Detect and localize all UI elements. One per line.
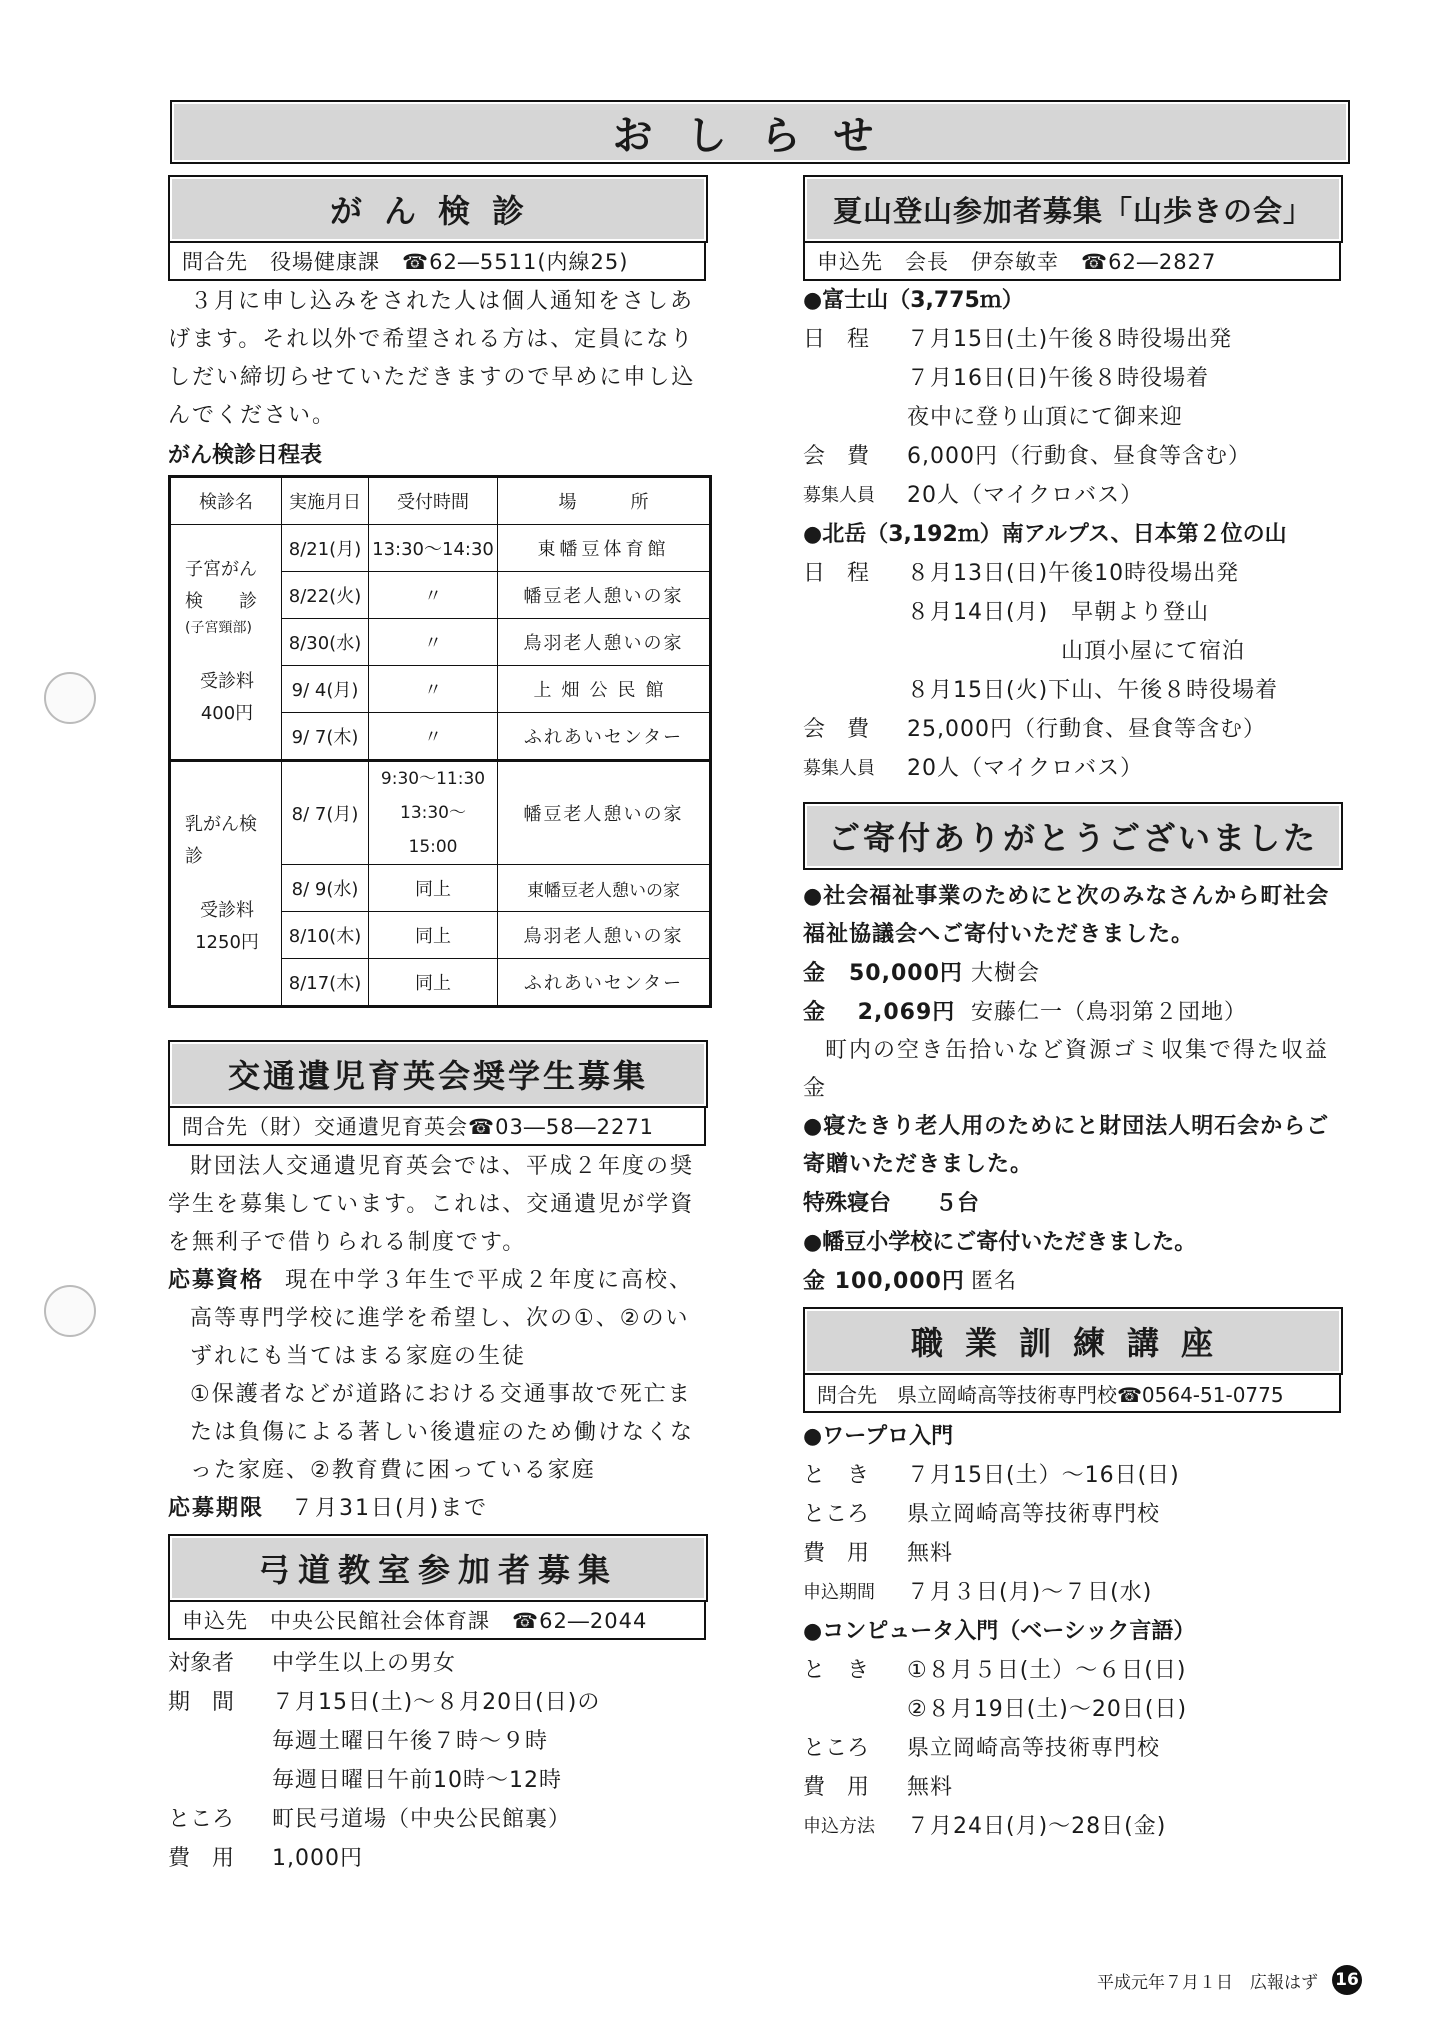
place-cell: ふれあいセンター <box>498 713 711 761</box>
row-value: 県立岡崎高等技術専門校 <box>907 1736 1161 1761</box>
table-row <box>170 761 711 865</box>
schedule-row <box>803 398 1343 437</box>
time-cell: 13:30～14:30 <box>369 525 498 572</box>
section-title: がん検診 <box>168 175 708 243</box>
row-label: 期 間 <box>168 1690 235 1715</box>
section-body: 財団法人交通遺児育英会では、平成２年度の奨学生を募集しています。これは、交通遺児が学資を無利子で借りられる制度です。 <box>168 1154 695 1255</box>
when-row <box>803 1456 1343 1495</box>
section-title: 職業訓練講座 <box>803 1307 1343 1375</box>
row-label: ところ <box>168 1807 235 1832</box>
date-cell: 8/ 7(月) <box>282 761 369 865</box>
cancer-screening-section <box>168 175 708 1008</box>
place-cell: 東幡豆体育館 <box>498 525 711 572</box>
time-cell: 同上 <box>369 912 498 959</box>
header-cell: 検診名 <box>170 477 282 525</box>
date-cell: 8/ 9(水) <box>282 865 369 912</box>
row-value: 県立岡崎高等技術専門校 <box>907 1502 1161 1527</box>
hiking-section <box>803 175 1343 788</box>
schedule-row <box>803 359 1343 398</box>
qualification-label: 応募資格 <box>168 1268 265 1293</box>
place-cell: ふれあいセンター <box>498 959 711 1007</box>
section-title: 交通遺児育英会奨学生募集 <box>168 1040 708 1108</box>
section-title: ご寄付ありがとうございました <box>803 802 1343 870</box>
page-number: 16 <box>1332 1965 1362 1995</box>
donation-amount: 金 100,000円 <box>803 1269 965 1294</box>
row-value: ７月15日(土）～16日(日) <box>907 1463 1180 1488</box>
row-value: 毎週土曜日午後７時～９時 <box>272 1729 549 1754</box>
time-cell: 〃 <box>369 713 498 761</box>
header-cell: 実施月日 <box>282 477 369 525</box>
people-row <box>803 749 1343 788</box>
place-cell: 鳥羽老人憩いの家 <box>498 619 711 666</box>
computer-heading: ●コンピュータ入門（ベーシック言語） <box>803 1619 1196 1644</box>
fee-row <box>803 710 1343 749</box>
donor-name: 匿名 <box>971 1269 1018 1294</box>
screening-schedule-table <box>168 475 712 1008</box>
period-row <box>168 1683 708 1722</box>
donor-name: 安藤仁一（鳥羽第２団地） <box>971 1000 1248 1025</box>
time-cell: 〃 <box>369 572 498 619</box>
time-cell: 〃 <box>369 666 498 713</box>
apply-row <box>803 1573 1343 1612</box>
row-label: 会 費 <box>803 444 870 469</box>
page-footer <box>1097 1965 1362 1995</box>
row-label: 申込期間 <box>803 1582 875 1603</box>
row-value: 20人（マイクロバス） <box>907 756 1144 781</box>
row-label: ところ <box>803 1502 870 1527</box>
row-value: ７月15日(土)～８月20日(日)の <box>272 1690 601 1715</box>
row-label: 募集人員 <box>803 758 875 779</box>
qualification-detail: ①保護者などが道路における交通事故で死亡または負傷による著しい後遺症のため働けなくなった家庭、②教育費に困っている家庭 <box>190 1382 695 1483</box>
wordpro-heading: ●ワープロ入門 <box>803 1424 954 1449</box>
binder-hole-bottom <box>44 1285 96 1337</box>
donation-note: 町内の空き缶拾いなど資源ゴミ収集で得た収益金 <box>803 1038 1330 1101</box>
table-row <box>170 525 711 572</box>
date-cell: 9/ 4(月) <box>282 666 369 713</box>
when-row <box>803 1690 1343 1729</box>
row-label: ところ <box>803 1736 870 1761</box>
donation-row <box>803 954 1343 993</box>
deadline-label: 応募期限 <box>168 1496 265 1521</box>
row-value: 6,000円（行動食、昼食等含む） <box>907 444 1251 469</box>
row-value: 町民弓道場（中央公民館裏） <box>272 1807 572 1832</box>
target-row <box>168 1644 708 1683</box>
row-value: 無料 <box>907 1541 954 1566</box>
row-value: ８月13日(日)午後10時役場出発 <box>907 561 1240 586</box>
contact-line: 問合先（財）交通遺児育英会☎03―58―2271 <box>168 1108 706 1146</box>
table-caption: がん検診日程表 <box>168 443 323 468</box>
fee-row <box>803 437 1343 476</box>
donation-item: ●寝たきり老人用のためにと財団法人明石会からご寄贈いただきました。 <box>803 1114 1330 1177</box>
row-value: 夜中に登り山頂にて御来迎 <box>907 405 1184 430</box>
left-column <box>168 175 708 1878</box>
footer-date: 平成元年７月１日 広報はず <box>1097 1972 1318 1993</box>
row-value: ７月３日(月)～７日(水) <box>907 1580 1153 1605</box>
vocational-training-section <box>803 1307 1343 1846</box>
schedule-row <box>803 632 1343 671</box>
date-cell: 8/30(水) <box>282 619 369 666</box>
when-row <box>803 1651 1343 1690</box>
schedule-row <box>803 554 1343 593</box>
row-value: 毎週日曜日午前10時～12時 <box>272 1768 562 1793</box>
fee-row <box>803 1534 1343 1573</box>
donation-section <box>803 802 1343 1301</box>
time-cell: 〃 <box>369 619 498 666</box>
time-cell: 9:30～11:30 13:30～15:00 <box>369 761 498 865</box>
row-value: 無料 <box>907 1775 954 1800</box>
donation-item: ●社会福祉事業のためにと次のみなさんから町社会福祉協議会へご寄付いただきました。 <box>803 884 1330 947</box>
row-value: 1,000円 <box>272 1846 363 1871</box>
row-label: 費 用 <box>803 1775 870 1800</box>
exam-name: 子宮がん検 診 <box>185 559 257 612</box>
row-value: 25,000円（行動食、昼食等含む） <box>907 717 1266 742</box>
donation-amount: 金 2,069円 <box>803 1000 956 1025</box>
fee-row <box>803 1768 1343 1807</box>
place-row <box>168 1800 708 1839</box>
donation-row <box>803 993 1343 1032</box>
row-label: と き <box>803 1658 870 1683</box>
row-value: ７月15日(土)午後８時役場出発 <box>907 327 1233 352</box>
deadline-text: ７月31日(月)まで <box>291 1496 489 1521</box>
fee-row <box>168 1839 708 1878</box>
row-value: ７月24日(月)～28日(金) <box>907 1814 1167 1839</box>
table-header-row <box>170 477 711 525</box>
row-label: 募集人員 <box>803 485 875 506</box>
row-label: 日 程 <box>803 327 870 352</box>
header-cell: 受付時間 <box>369 477 498 525</box>
row-label: 費 用 <box>168 1846 235 1871</box>
time-cell: 同上 <box>369 865 498 912</box>
row-value: ８月15日(火)下山、午後８時役場着 <box>907 678 1279 703</box>
date-cell: 8/17(木) <box>282 959 369 1007</box>
period-row <box>168 1761 708 1800</box>
row-label: 対象者 <box>168 1651 235 1676</box>
row-value: 中学生以上の男女 <box>272 1651 457 1676</box>
place-cell: 東幡豆老人憩いの家 <box>498 865 711 912</box>
place-cell: 幡豆老人憩いの家 <box>498 572 711 619</box>
place-cell: 幡豆老人憩いの家 <box>498 761 711 865</box>
row-value: ８月14日(月) 早朝より登山 <box>907 600 1210 625</box>
schedule-row <box>803 671 1343 710</box>
row-label: 費 用 <box>803 1541 870 1566</box>
row-value: ①８月５日(土）～６日(日) <box>907 1658 1187 1683</box>
donation-amount: 金 50,000円 <box>803 961 963 986</box>
row-value: 山頂小屋にて宿泊 <box>1061 639 1246 664</box>
date-cell: 8/10(木) <box>282 912 369 959</box>
place-cell: 鳥羽老人憩いの家 <box>498 912 711 959</box>
exam-name: 乳がん検 診 <box>185 813 293 867</box>
row-value: ②８月19日(土)～20日(日) <box>907 1697 1188 1722</box>
section-title: 弓道教室参加者募集 <box>168 1534 708 1602</box>
contact-line: 問合先 役場健康課 ☎62―5511(内線25) <box>168 243 706 281</box>
header-cell: 場 所 <box>498 477 711 525</box>
kitadake-heading: ●北岳（3,192ｍ）南アルプス、日本第２位の山 <box>803 522 1287 547</box>
date-cell: 9/ 7(木) <box>282 713 369 761</box>
donation-detail: 特殊寝台 ５台 <box>803 1191 980 1216</box>
fuji-heading: ●富士山（3,775ｍ） <box>803 288 1024 313</box>
period-row <box>168 1722 708 1761</box>
place-cell: 上畑公民館 <box>498 666 711 713</box>
donation-row <box>803 1262 1343 1301</box>
where-row <box>803 1729 1343 1768</box>
binder-hole-top <box>44 672 96 724</box>
right-column <box>803 175 1343 1846</box>
where-row <box>803 1495 1343 1534</box>
exam-fee: 受診料400円 <box>200 671 254 724</box>
deadline <box>168 1490 708 1528</box>
qualification <box>168 1262 708 1376</box>
exam-cell-uterine <box>170 525 282 761</box>
time-cell: 同上 <box>369 959 498 1007</box>
donation-item: ●幡豆小学校にご寄付いただきました。 <box>803 1230 1197 1255</box>
section-title: 夏山登山参加者募集「山歩きの会」 <box>803 175 1343 243</box>
people-row <box>803 476 1343 515</box>
row-value: ７月16日(日)午後８時役場着 <box>907 366 1210 391</box>
exam-cell-breast <box>170 761 293 1007</box>
date-cell: 8/21(月) <box>282 525 369 572</box>
contact-line: 申込先 会長 伊奈敏幸 ☎62―2827 <box>803 243 1341 281</box>
row-value: 20人（マイクロバス） <box>907 483 1144 508</box>
row-label: 申込方法 <box>803 1816 875 1837</box>
scholarship-section <box>168 1040 708 1528</box>
row-label: 日 程 <box>803 561 870 586</box>
row-label: 会 費 <box>803 717 870 742</box>
row-label: と き <box>803 1463 870 1488</box>
archery-section <box>168 1534 708 1878</box>
section-body: ３月に申し込みをされた人は個人通知をさしあげます。それ以外で希望される方は、定員になりしだい締切らせていただきますので早めに申し込んでください。 <box>168 289 696 428</box>
contact-line: 問合先 県立岡崎高等技術専門校☎0564-51-0775 <box>803 1375 1341 1413</box>
donor-name: 大樹会 <box>971 961 1041 986</box>
page-banner: おしらせ <box>170 100 1350 164</box>
exam-subname: (子宮頸部) <box>185 620 252 636</box>
schedule-row <box>803 593 1343 632</box>
apply-row <box>803 1807 1343 1846</box>
contact-line: 申込先 中央公民館社会体育課 ☎62―2044 <box>168 1602 706 1640</box>
date-cell: 8/22(火) <box>282 572 369 619</box>
qualification-text: 現在中学３年生で平成２年度に高校、高等専門学校に進学を希望し、次の①、②のいずれにも当てはまる家庭の生徒 <box>190 1268 694 1369</box>
exam-fee: 受診料1250円 <box>195 899 259 953</box>
schedule-row <box>803 320 1343 359</box>
